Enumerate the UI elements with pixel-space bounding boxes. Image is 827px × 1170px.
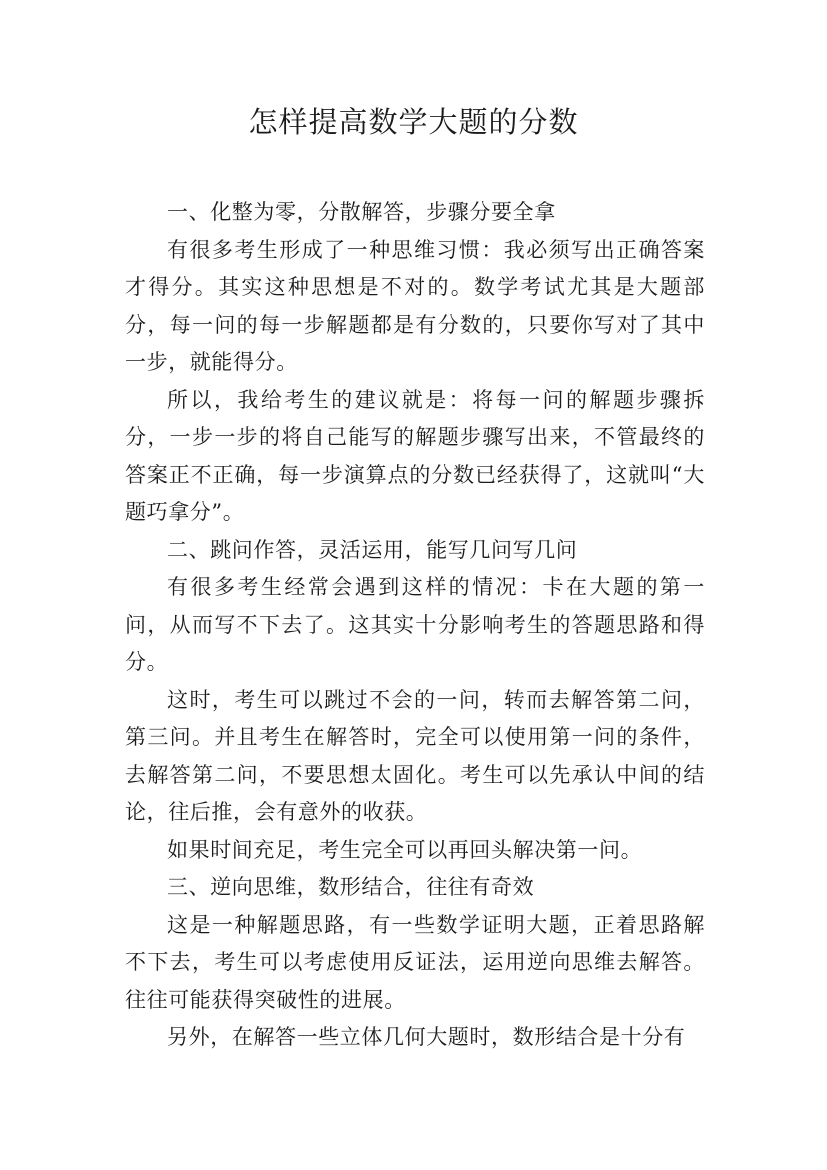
document-body <box>125 194 705 1057</box>
document-title: 怎样提高数学大题的分数 <box>248 105 579 139</box>
section-heading-2: 二、跳问作答，灵活运用，能写几问写几问 <box>167 537 578 562</box>
paragraph: 这是一种解题思路，有一些数学证明大题，正着思路解不下去，考生可以考虑使用反证法，运用逆向思维去解答。往往可能获得突破性的进展。 <box>125 912 705 1012</box>
paragraph: 如果时间充足，考生完全可以再回头解决第一问。 <box>167 837 643 862</box>
section-heading-3: 三、逆向思维，数形结合，往往有奇效 <box>167 875 535 899</box>
paragraph: 这时，考生可以跳过不会的一问，转而去解答第二问，第三问。并且考生在解答时，完全可以使用第一问的条件，去解答第二问，不要思想太固化。考生可以先承认中间的结论，往后推，会有意外的收获。 <box>125 687 705 824</box>
paragraph: 另外，在解答一些立体几何大题时，数形结合是十分有 <box>167 1025 686 1049</box>
paragraph: 有很多考生形成了一种思维习惯：我必须写出正确答案才得分。其实这种思想是不对的。数学考试尤其是大题部分，每一问的每一步解题都是有分数的，只要你写对了其中一步，就能得分。 <box>125 237 705 374</box>
paragraph: 有很多考生经常会遇到这样的情况：卡在大题的第一问，从而写不下去了。这其实十分影响考生的答题思路和得分。 <box>125 575 705 674</box>
section-heading-1: 一、化整为零，分散解答，步骤分要全拿 <box>167 200 556 224</box>
paragraph: 所以，我给考生的建议就是：将每一问的解题步骤拆分，一步一步的将自己能写的解题步骤写出来，不管最终的答案正不正确，每一步演算点的分数已经获得了，这就叫“大题巧拿分”。 <box>125 387 705 524</box>
